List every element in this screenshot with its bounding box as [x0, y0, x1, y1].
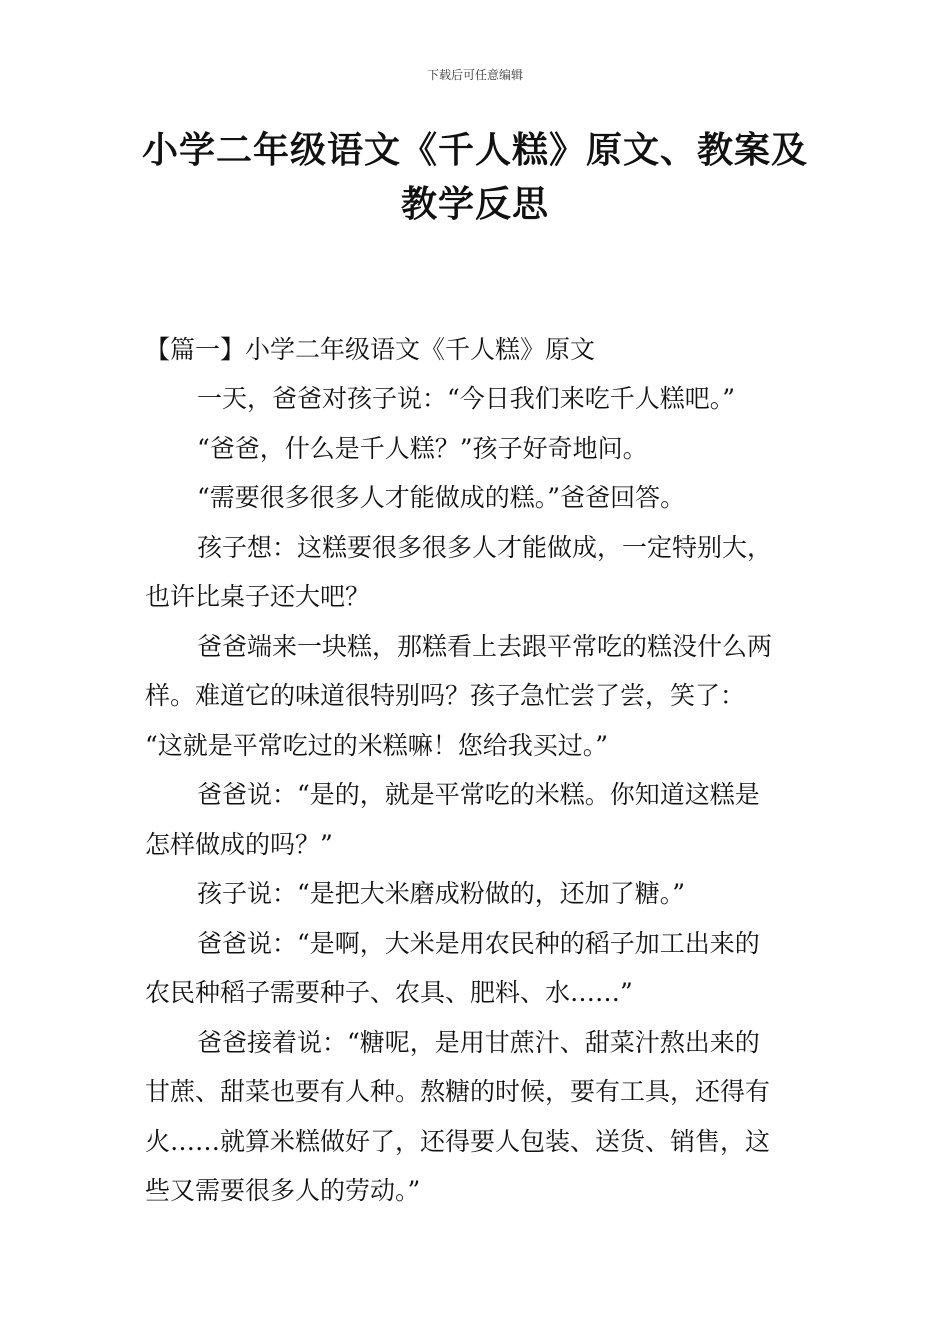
document-title [140, 124, 810, 232]
paragraph-line: 爸爸接着说：“糖呢，是用甘蔗汁、甜菜汁熬出来的 [197, 1027, 760, 1057]
paragraph-line: 一天，爸爸对孩子说：“今日我们来吃千人糕吧。” [197, 384, 736, 413]
document-body [145, 325, 815, 1216]
title-line: 小学二年级语文《千人糕》原文、教案及 [141, 130, 808, 171]
section-heading: 【篇一】小学二年级语文《千人糕》原文 [145, 335, 596, 364]
header-note: 下载后可任意编辑 [426, 68, 523, 82]
paragraph-line: 样。难道它的味道很特别吗？孩子急忙尝了尝，笑了： [145, 681, 746, 710]
paragraph-line: 火……就算米糕做好了，还得要人包装、送货、销售，这 [145, 1126, 771, 1156]
paragraph-line: “爸爸，什么是千人糕？”孩子好奇地问。 [197, 433, 648, 463]
paragraph-line: 爸爸说：“是的，就是平常吃的米糕。你知道这糕是 [197, 780, 760, 809]
paragraph-line: 爸爸端来一块糕，那糕看上去跟平常吃的糕没什么两 [197, 631, 773, 661]
paragraph [145, 869, 815, 919]
paragraph-line: “需要很多很多人才能做成的糕。”爸爸回答。 [197, 483, 686, 512]
paragraph-line: 甘蔗、甜菜也要有人种。熬糖的时候，要有工具，还得有 [145, 1077, 771, 1106]
paragraph-line: “这就是平常吃过的米糕嘛！您给我买过。” [145, 730, 609, 760]
paragraph-line: 爸爸说：“是啊，大米是用农民种的稻子加工出来的 [197, 928, 760, 958]
paragraph [145, 770, 815, 869]
paragraph [145, 473, 815, 523]
paragraph [145, 523, 815, 622]
title-line: 教学反思 [400, 184, 549, 225]
paragraph [145, 424, 815, 474]
paragraph [145, 1018, 815, 1216]
paragraph-line: 些又需要很多人的劳动。” [145, 1176, 421, 1205]
paragraph-line: 孩子说：“是把大米磨成粉做的，还加了糖。” [197, 879, 686, 908]
paragraph [145, 919, 815, 1018]
paragraph [145, 374, 815, 424]
paragraph [145, 622, 815, 771]
paragraph-line: 怎样做成的吗？” [145, 829, 333, 859]
paragraph-line: 孩子想：这糕要很多很多人才能做成，一定特别大， [197, 532, 773, 562]
paragraph-line: 农民种稻子需要种子、农具、肥料、水……” [145, 978, 633, 1007]
paragraph-line: 也许比桌子还大吧？ [145, 582, 371, 611]
